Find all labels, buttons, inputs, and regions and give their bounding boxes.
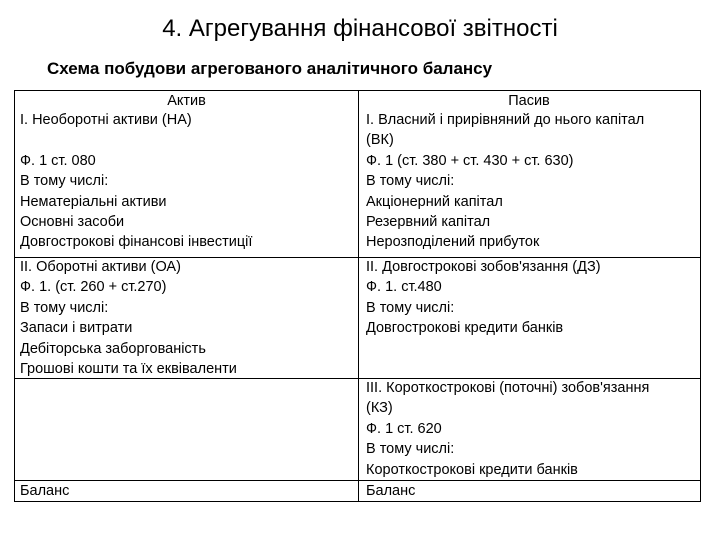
- line: Ф. 1 (ст. 380 + ст. 430 + ст. 630): [366, 152, 574, 169]
- line: В тому числі:: [366, 441, 455, 458]
- line: Ф. 1. (ст. 260 + ст.270): [20, 279, 167, 296]
- page-title: 4. Агрегування фінансової звітності: [162, 15, 558, 42]
- asset-header: Актив: [167, 93, 206, 109]
- line: І. Власний і прирівняний до нього капітал: [366, 112, 645, 128]
- line: В тому числі:: [20, 299, 109, 316]
- line: Ф. 1. ст.480: [366, 279, 442, 296]
- line: (КЗ): [366, 400, 393, 417]
- line: Основні засоби: [20, 214, 125, 231]
- equity-block: [366, 110, 644, 253]
- total-divider: [15, 480, 700, 481]
- current-assets-block: [20, 257, 237, 379]
- line: Ф. 1 ст. 620: [366, 420, 442, 437]
- noncurrent-assets-block: [20, 110, 252, 253]
- column-divider: [358, 91, 359, 501]
- line: В тому числі:: [366, 299, 455, 316]
- line: Резервний капітал: [366, 214, 491, 231]
- line: Грошові кошти та їх еквіваленти: [20, 361, 237, 378]
- page-subtitle: Схема побудови агрегованого аналітичного балансу: [47, 59, 493, 78]
- line: ІІІ. Короткострокові (поточні) зобов'язання: [366, 380, 650, 396]
- line: Нерозподілений прибуток: [366, 234, 540, 251]
- asset-total: Баланс: [20, 483, 70, 499]
- line: В тому числі:: [20, 173, 109, 190]
- line: Дебіторська заборгованість: [20, 340, 206, 357]
- line: Запаси і витрати: [20, 320, 133, 337]
- line: ІІ. Довгострокові зобов'язання (ДЗ): [366, 259, 601, 275]
- long-term-liabilities-block: [366, 257, 601, 339]
- line: Акціонерний капітал: [366, 193, 503, 210]
- line: Нематеріальні активи: [20, 193, 167, 210]
- line: [20, 130, 252, 150]
- balance-table: [14, 90, 701, 502]
- line: (ВК): [366, 132, 394, 149]
- current-liabilities-block: [366, 378, 649, 480]
- line: Довгострокові кредити банків: [366, 320, 564, 337]
- line: І. Необоротні активи (НА): [20, 112, 192, 128]
- liability-total: Баланс: [366, 483, 416, 499]
- liability-header: Пасив: [508, 93, 550, 109]
- line: Довгострокові фінансові інвестиції: [20, 234, 253, 251]
- line: Ф. 1 ст. 080: [20, 152, 96, 169]
- line: В тому числі:: [366, 173, 455, 190]
- line: Короткострокові кредити банків: [366, 461, 578, 478]
- line: ІІ. Оборотні активи (ОА): [20, 259, 181, 275]
